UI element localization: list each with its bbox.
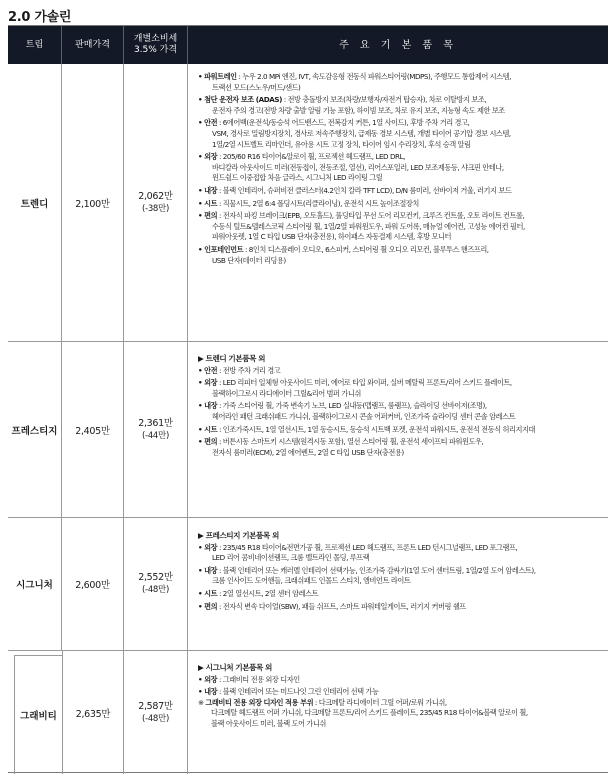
feature-category: 시트 bbox=[204, 588, 218, 598]
feature-text: : 블랙 인테리어 또는 미드나잇 그린 인테리어 선택 가능 bbox=[217, 687, 379, 697]
feature-line bbox=[198, 378, 602, 389]
tax-price-value: 2,062만 bbox=[138, 190, 173, 202]
feature-category: 그래비티 전용 외장 디자인 적용 부위 bbox=[205, 697, 314, 707]
feature-text: : 블랙 인테리어, 슈퍼비전 클러스터(4.2인치 칼라 TFT LCD), D/N 룸미러, 선바이저 거울, 러기지 보드 bbox=[217, 185, 512, 195]
feature-text: : 전자식 변속 다이얼(SBW), 패들 쉬프트, 스마트 파워테일게이트, 러기지 커버링 쉘프 bbox=[217, 601, 466, 611]
feature-text: 블랙 아웃사이드 미러, 블랙 도어 가니쉬 bbox=[211, 718, 326, 728]
feature-category: 안전 bbox=[204, 365, 218, 375]
feature-line-continued bbox=[198, 163, 602, 174]
feature-line-continued bbox=[198, 232, 602, 243]
feature-text: 트랙션 모드(스노우/머드/샌드) bbox=[212, 82, 301, 92]
feature-category: 편의 bbox=[204, 601, 218, 611]
feature-line-continued bbox=[198, 140, 602, 151]
feature-line bbox=[198, 245, 602, 256]
feature-text: USB 단자(데이터 리딩용) bbox=[212, 255, 286, 265]
feature-text: : 그래비티 전용 외장 디자인 bbox=[217, 674, 300, 684]
feature-category: 시트 bbox=[204, 424, 218, 434]
trim-name: 시그니처 bbox=[8, 518, 62, 650]
feature-list bbox=[188, 64, 608, 341]
trim-name: 트렌디 bbox=[8, 64, 62, 341]
feature-text: 블랙하이그로시 라디에이터 그릴&리어 범퍼 가니쉬 bbox=[212, 388, 361, 398]
table-row bbox=[8, 518, 608, 651]
feature-line bbox=[198, 698, 602, 709]
feature-line-continued bbox=[198, 389, 602, 400]
feature-line bbox=[198, 95, 602, 106]
feature-line bbox=[198, 425, 602, 436]
feature-text: 수동식 틸트&텔레스코픽 스티어링 휠, 1열/2열 파워윈도우, 파워 도어록, 매뉴얼 에어컨, 고성능 에어컨 필터, bbox=[212, 221, 525, 231]
feature-text: : 인조가죽시트, 1열 열선시트, 1열 동승시트, 동승석 시트백 포켓, 운전석 파워시트, 운전석 전동식 허리지지대 bbox=[217, 424, 535, 434]
feature-line bbox=[198, 211, 602, 222]
tax-price bbox=[124, 518, 188, 650]
feature-line-continued bbox=[198, 553, 602, 564]
note-mark: ※ bbox=[198, 697, 206, 707]
feature-category: 내장 bbox=[204, 687, 218, 697]
feature-line bbox=[198, 366, 602, 377]
header-items: 주 요 기 본 품 목 bbox=[339, 39, 457, 51]
feature-text: : 6에어백(운전석/동승석 어드밴스드, 전복감지 커튼, 1열 사이드), 후방 주차 거리 경고, bbox=[217, 118, 470, 128]
feature-line-continued bbox=[198, 719, 602, 730]
feature-line bbox=[198, 566, 602, 577]
tax-price-diff: (-48만) bbox=[142, 713, 169, 724]
page-title: 2.0 가솔린 bbox=[8, 10, 72, 25]
feature-text: VSM, 경사로 밀림방지장치, 경사로 저속주행장치, 급제동 경보 시스템, 개별 타이어 공기압 경보 시스템, bbox=[212, 128, 511, 138]
feature-line-continued bbox=[198, 576, 602, 587]
feature-line bbox=[198, 72, 602, 83]
feature-text: 전자식 룸미러(ECM), 2열 에어벤트, 2열 C 타입 USB 단자(충전용) bbox=[212, 447, 404, 457]
tax-price bbox=[124, 64, 188, 341]
feature-category: 내장 bbox=[204, 565, 218, 575]
feature-line-continued bbox=[198, 83, 602, 94]
sale-price: 2,600만 bbox=[62, 518, 124, 650]
feature-text: : 205/60 R16 타이어&알로이 휠, 프로젝션 헤드램프, LED DRL, bbox=[217, 152, 405, 162]
feature-category: 편의 bbox=[204, 437, 218, 447]
price-table bbox=[8, 25, 608, 773]
feature-group-heading: ▶ 프레스티지 기본품목 외 bbox=[198, 531, 279, 540]
tax-price-diff: (-44만) bbox=[142, 430, 169, 441]
feature-category: 외장 bbox=[204, 674, 218, 684]
feature-list bbox=[188, 651, 608, 774]
tax-price bbox=[124, 342, 188, 517]
feature-line bbox=[198, 687, 602, 698]
feature-text: : 직물시트, 2열 6:4 폴딩시트(리클라이닝), 운전석 시트 높이조절장치 bbox=[217, 198, 419, 208]
feature-category: 내장 bbox=[204, 185, 218, 195]
feature-line-continued bbox=[198, 222, 602, 233]
feature-group-heading: ▶ 시그니처 기본품목 외 bbox=[198, 663, 272, 672]
tax-price-diff: (-48만) bbox=[142, 585, 169, 595]
sale-price: 2,635만 bbox=[62, 651, 124, 774]
feature-text: : 누우 2.0 MPi 엔진, IVT, 속도감응형 전동식 파워스티어링(MDPS), 주행모드 통합제어 시스템, bbox=[236, 72, 511, 81]
feature-list bbox=[188, 518, 608, 650]
tax-price-value: 2,587만 bbox=[138, 700, 173, 712]
feature-group-heading: ▶ 트렌디 기본품목 외 bbox=[198, 354, 266, 363]
feature-line bbox=[198, 602, 602, 613]
feature-category: 안전 bbox=[204, 118, 218, 128]
trim-cell bbox=[8, 651, 62, 774]
trim-name: 그래비티 bbox=[14, 655, 62, 774]
feature-text: 다크메탈 헤드램프 어퍼 가니쉬, 다크메탈 프론트/리어 스키드 플레이트, 235/45 R18 타이어&블랙 알로이 휠, bbox=[211, 708, 528, 718]
tax-price-value: 2,361만 bbox=[138, 417, 173, 429]
feature-text: 헤어라인 패턴 크래쉬패드 가니쉬, 블랙하이그로시 콘솔 어퍼커버, 인조가죽 슬라이딩 센터 콘솔 암레스트 bbox=[212, 411, 516, 421]
feature-text: : 블랙 인테리어 또는 캐러멜 인테리어 선택가능, 인조가죽 감싸기(1열 도어 센터트림, 1열/2열 도어 암레스트), bbox=[217, 565, 536, 575]
trim-name: 프레스티지 bbox=[8, 342, 62, 517]
feature-line bbox=[198, 118, 602, 129]
feature-text: : 버튼시동 스마트키 시스템(원격시동 포함), 열선 스티어링 휠, 운전석 세이프티 파워윈도우, bbox=[217, 437, 484, 447]
feature-text: : 235/45 R18 타이어&전면가공 휠, 프로젝션 LED 헤드램프, 프론트 LED 턴시그널램프, LED 포그램프, bbox=[217, 542, 518, 552]
feature-line-continued bbox=[198, 448, 602, 459]
feature-line bbox=[198, 589, 602, 600]
header-tax-line1: 개별소비세 bbox=[133, 34, 178, 44]
feature-text: : 전자식 파킹 브레이크(EPB, 오토홀드), 풀딩타입 무선 도어 리모컨키, 크루즈 컨트롤, 오토 라이트 컨트롤, bbox=[217, 211, 525, 221]
feature-category: 외장 bbox=[204, 542, 218, 552]
table-header bbox=[8, 26, 608, 64]
feature-text: 크롬 인사이드 도어핸들, 크래쉬패드 인몰드 스티치, 앰비언트 라이트 bbox=[212, 576, 411, 586]
feature-line bbox=[198, 437, 602, 448]
feature-category: 첨단 운전자 보조 (ADAS) bbox=[204, 95, 282, 105]
feature-text: : 다크메탈 라디에이터 그릴 어퍼/로워 가니쉬, bbox=[313, 697, 447, 707]
feature-line-continued bbox=[198, 173, 602, 184]
feature-text: LED 리어 콤비네이션램프, 크롬 벨트라인 몰딩, 루프랙 bbox=[212, 553, 370, 563]
feature-category: 편의 bbox=[204, 211, 218, 221]
feature-line bbox=[198, 401, 602, 412]
feature-text: 윈드쉴드 이중접합 차음 글라스, 시그니처 LED 라이팅 그릴 bbox=[212, 173, 383, 183]
feature-category: 내장 bbox=[204, 401, 218, 411]
feature-line bbox=[198, 543, 602, 554]
feature-text: 파워아웃렛, 1열 C 타입 USB 단자(충전용), 하이패스 자동결제 시스템, 후방 모니터 bbox=[212, 232, 451, 242]
feature-text: : 가죽 스티어링 휠, 가죽 변속기 노브, LED 실내등(맵램프, 룸램프), 슬라이딩 선바이저(조명), bbox=[217, 401, 487, 411]
table-row bbox=[8, 651, 608, 774]
feature-text: : 2열 열선시트, 2열 센터 암레스트 bbox=[217, 588, 319, 598]
feature-category: 외장 bbox=[204, 378, 218, 388]
feature-text: : 전방 주차 거리 경고 bbox=[217, 365, 281, 375]
table-row bbox=[8, 342, 608, 518]
feature-text: : 8인치 디스플레이 오디오, 6스피커, 스티어링 휠 오디오 리모컨, 블루투스 핸즈프리, bbox=[243, 244, 489, 254]
feature-line bbox=[198, 199, 602, 210]
feature-line-continued bbox=[198, 106, 602, 117]
table-row bbox=[8, 64, 608, 342]
feature-category: 인포테인먼트 bbox=[204, 244, 244, 254]
feature-text: : 전방 충돌방지 보조(차량/보행자/자전거 탑승자), 차로 이탈방지 보조, bbox=[281, 95, 487, 105]
tax-price-value: 2,552만 bbox=[138, 572, 173, 583]
feature-line bbox=[198, 186, 602, 197]
header-tax bbox=[124, 26, 188, 64]
feature-category: 파워트레인 bbox=[204, 72, 237, 81]
sale-price: 2,100만 bbox=[62, 64, 124, 341]
feature-category: 시트 bbox=[204, 198, 218, 208]
feature-text: 1열/2열 시트벨트 리마인더, 유아용 시트 고정 장치, 타이어 임시 수리장치, 후석 승객 알림 bbox=[212, 139, 471, 149]
sale-price: 2,405만 bbox=[62, 342, 124, 517]
feature-line-continued bbox=[198, 412, 602, 423]
feature-line-continued bbox=[198, 708, 602, 719]
feature-text: 바디칼라 아웃사이드 미러(전동접이, 전동조절, 열선), 리어스포일러, LED 보조제동등, 샤크핀 안테나, bbox=[212, 162, 504, 172]
feature-category: 외장 bbox=[204, 152, 218, 162]
header-trim: 트림 bbox=[8, 26, 62, 64]
feature-line bbox=[198, 152, 602, 163]
feature-text: : LED 리피터 일체형 아웃사이드 미러, 에어로 타입 와이퍼, 실버 메탈릭 프론트/리어 스키드 플레이트, bbox=[217, 378, 512, 388]
tax-price bbox=[124, 651, 188, 774]
feature-line-continued bbox=[198, 129, 602, 140]
header-tax-line2: 3.5% 가격 bbox=[133, 45, 178, 55]
feature-line bbox=[198, 675, 602, 686]
feature-line-continued bbox=[198, 256, 602, 267]
feature-text: 운전자 주의 경고(전방 차량 출발 알림 기능 포함), 하이빔 보조, 차로 유지 보조, 지능형 속도 제한 보조 bbox=[212, 105, 505, 115]
header-price: 판매가격 bbox=[62, 26, 124, 64]
tax-price-diff: (-38만) bbox=[142, 203, 169, 214]
feature-list bbox=[188, 342, 608, 517]
